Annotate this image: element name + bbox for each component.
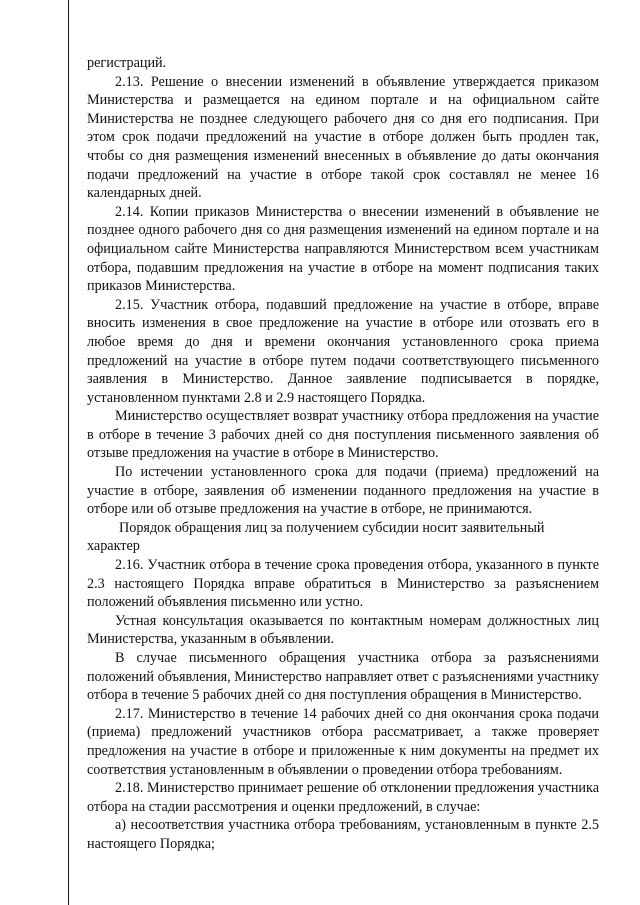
margin-line: [68, 0, 69, 905]
document-page: [87, 54, 599, 854]
paragraph-oral-consultation: Устная консультация оказывается по контактным номерам должностных лиц Министерства, указанным в объявлении.: [87, 612, 599, 648]
paragraph-2-14: 2.14. Копии приказов Министерства о внесении изменений в объявление не позднее одного рабочего дня со дня размещения изменений на едином портале и на официальном сайте Министерства направляются Министерством всем участникам отбора, подавшим предложения на участие в отборе на момент подписания таких приказов Министерства.: [87, 203, 599, 295]
paragraph-2-17: 2.17. Министерство в течение 14 рабочих дней со дня окончания срока подачи (приема) предложений участников отбора рассматривает, а также проверяет предложения на участие в отборе и приложенные к ним документы на предмет их соответствия установленным в объявлении о проведении отбора требованиям.: [87, 705, 599, 778]
paragraph-written-request: В случае письменного обращения участника отбора за разъяснениями положений объявления, Министерство направляет ответ с разъяснениями участнику отбора в течение 5 рабочих дней со дня поступления обращения в Министерство.: [87, 650, 599, 704]
section-heading-application-procedure: Порядок обращения лиц за получением субсидии носит заявительный характер: [87, 519, 545, 555]
paragraph-return-proposal: Министерство осуществляет возврат участнику отбора предложения на участие в отборе в течение 3 рабочих дней со дня поступления письменного заявления об отзыве предложения на участие в отборе в Министерство.: [87, 408, 599, 462]
paragraph-2-18-a: а) несоответствия участника отбора требованиям, установленным в пункте 2.5 настоящего Порядка;: [87, 817, 599, 852]
paragraph-2-16: 2.16. Участник отбора в течение срока проведения отбора, указанного в пункте 2.3 настоящего Порядка вправе обратиться в Министерство за разъяснением положений объявления письменно или устно.: [87, 557, 599, 611]
paragraph-2-13: 2.13. Решение о внесении изменений в объявление утверждается приказом Министерства и размещается на едином портале и на официальном сайте Министерства не позднее следующего рабочего дня со дня его подписания. При этом срок подачи предложений на участие в отборе должен быть продлен так, чтобы со дня размещения изменений внесенных в объявление до даты окончания подачи предложений на участие в отборе такой срок составлял не менее 16 календарных дней.: [87, 73, 599, 202]
paragraph-2-15: 2.15. Участник отбора, подавший предложение на участие в отборе, вправе вносить изменения в свое предложение на участие в отборе или отозвать его в любое время до дня и времени окончания установленного срока приема предложений на участие в отборе путем подачи соответствующего письменного заявления в Министерство. Данное заявление подписывается в порядке, установленном пунктами 2.8 и 2.9 настоящего Порядка.: [87, 296, 599, 406]
paragraph-2-18: 2.18. Министерство принимает решение об отклонении предложения участника отбора на стадии рассмотрения и оценки предложений, в случае:: [87, 780, 599, 815]
paragraph-continuation: регистраций.: [87, 55, 167, 71]
paragraph-deadline-expiry: По истечении установленного срока для подачи (приема) предложений на участие в отборе, заявления об изменении поданного предложения на участие в отборе или об отзыве предложения на участие в отборе, не принимаются.: [87, 464, 599, 518]
